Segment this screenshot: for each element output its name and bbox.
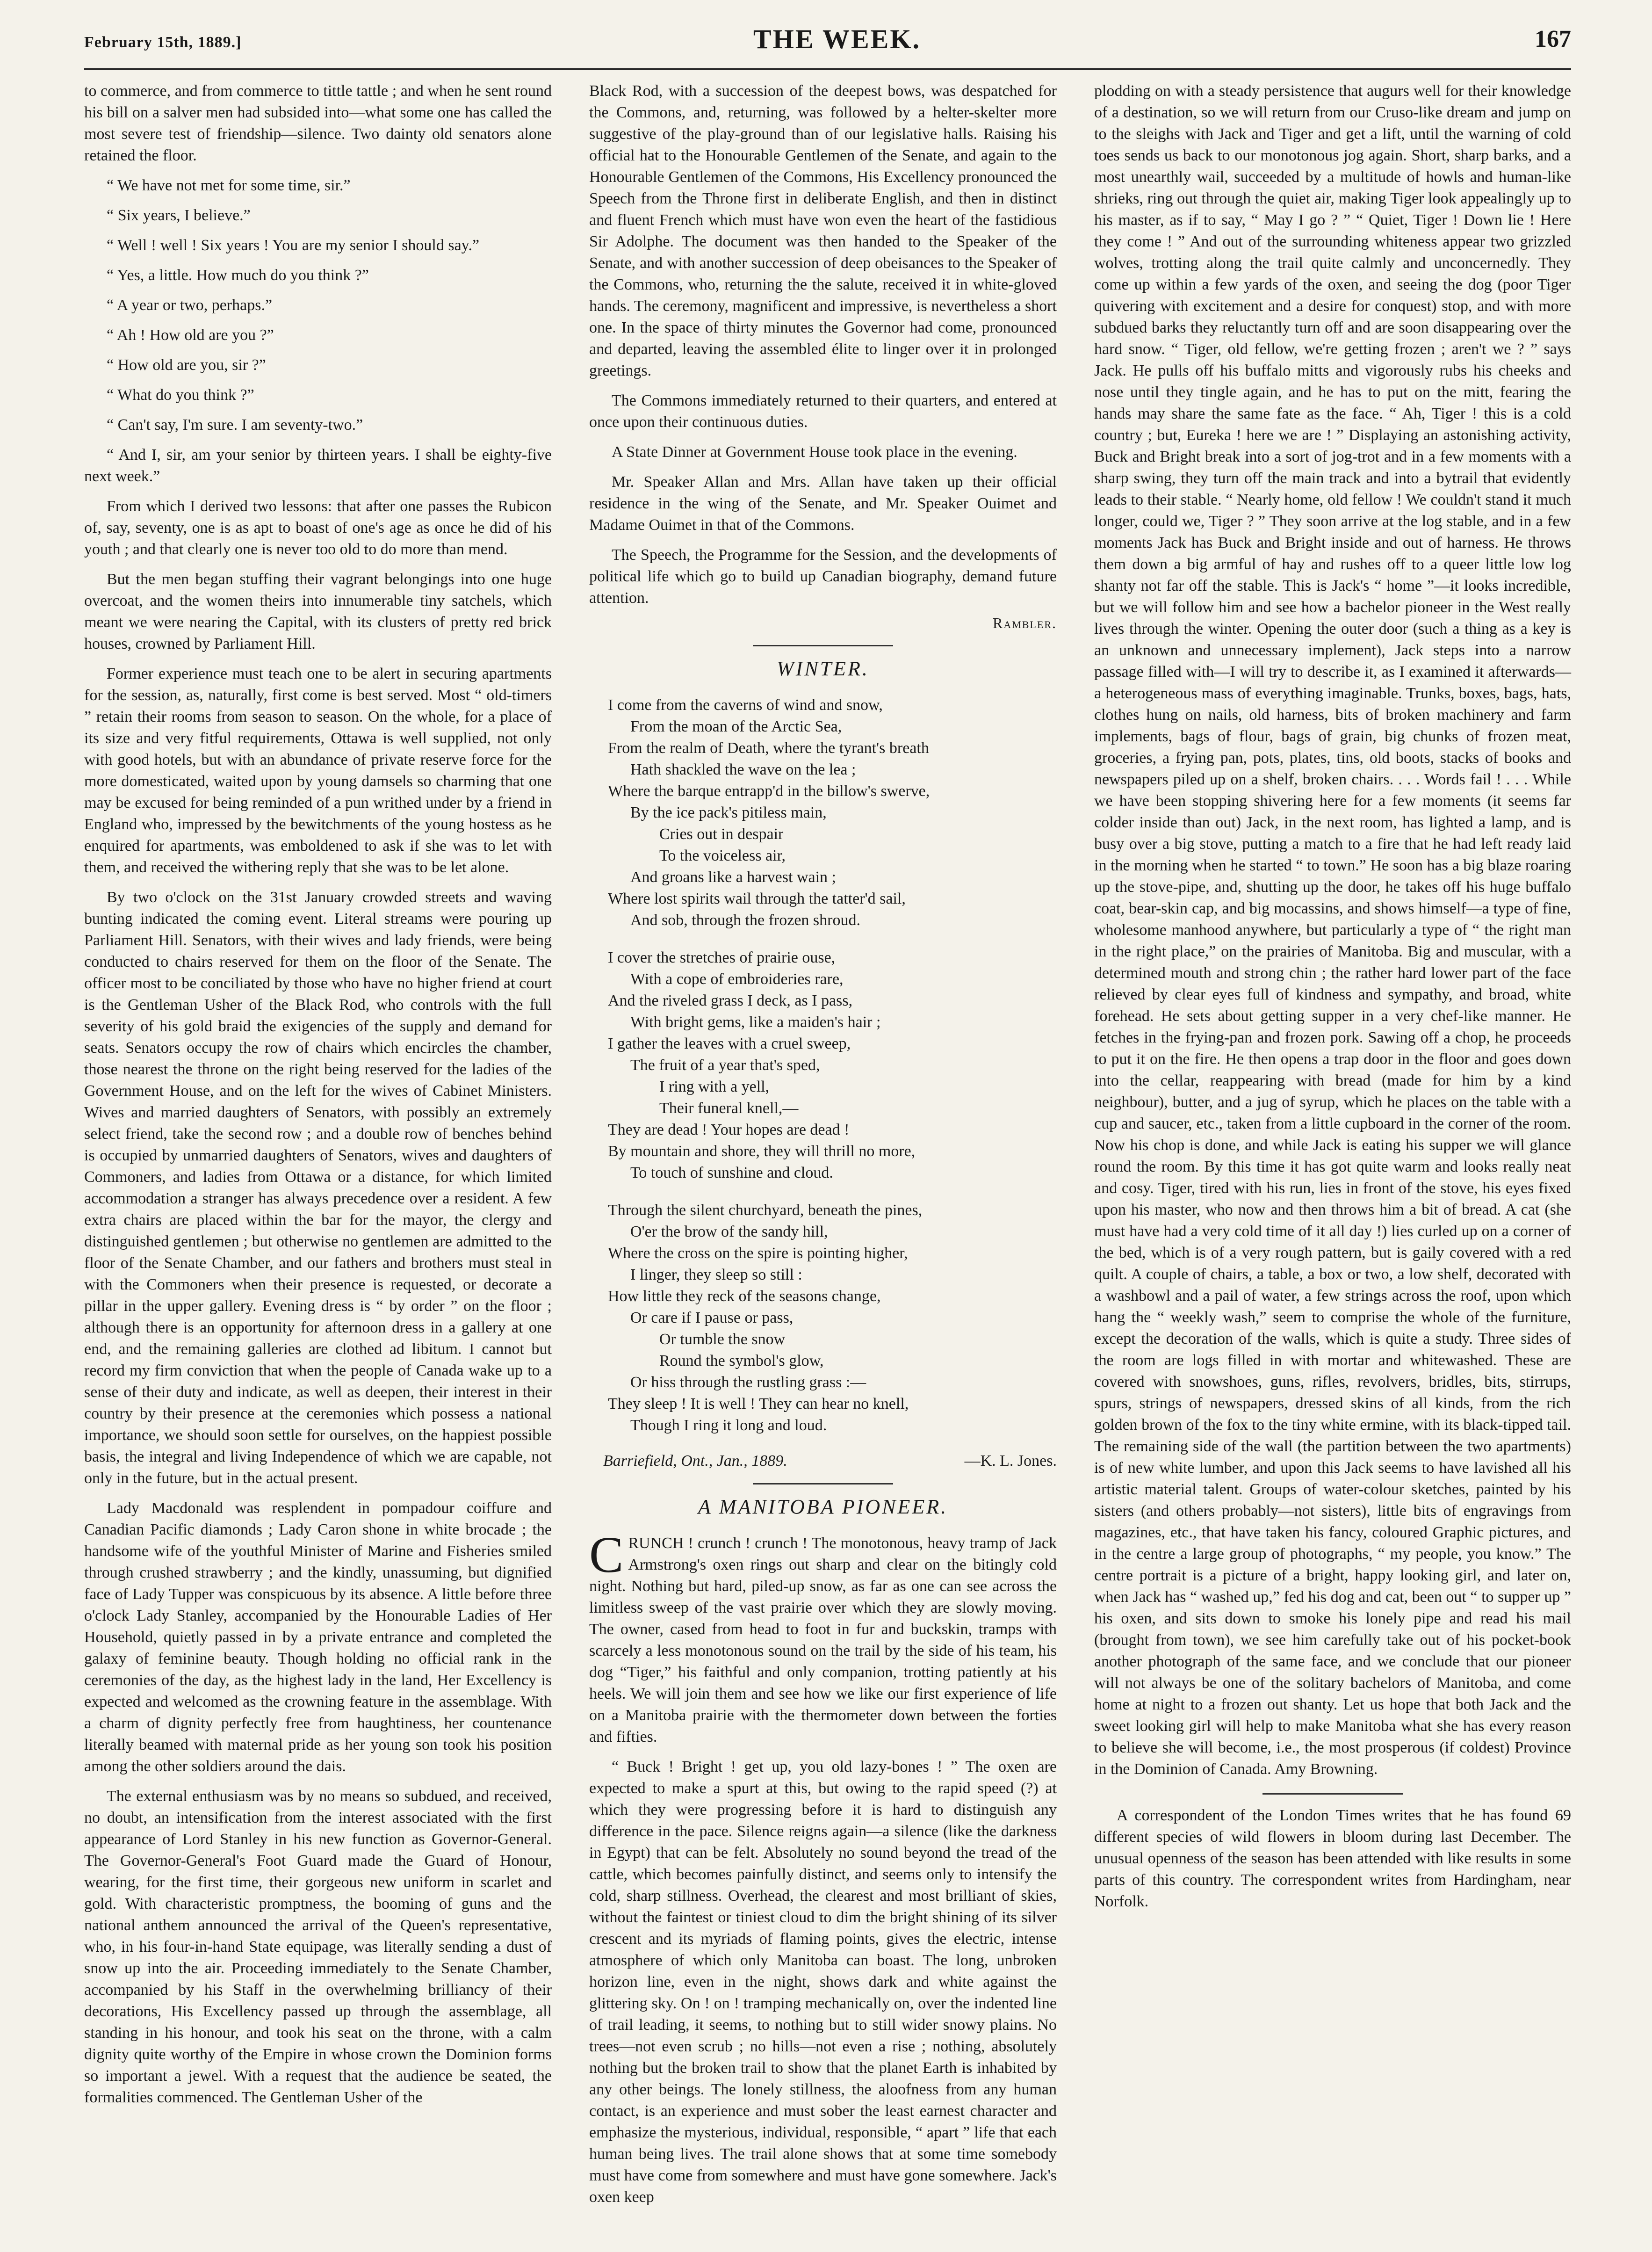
poem-stanza <box>608 947 1057 1184</box>
paragraph: Former experience must teach one to be alert in securing apartments for the session, as, naturally, first come is best served. Most “ old-timers ” retain their rooms from season to season. On the whole, for a place of its size and very fitful requirements, Ottawa is well supplied, not only with good hotels, but with an abundance of private reserve force for the more domesticated, waited upon by young damsels so charming that one may be excused for being reminded of a pun writhed under by a friend in England who, impressed by the bewitchments of the young hostess as he enquired for apartments, was emboldened to ask if she was to let with them, and received the withering reply that she was to be let alone. <box>84 665 552 876</box>
dialogue-line: “ What do you think ?” <box>107 386 254 404</box>
poem-line: Cries out in despair <box>659 825 784 843</box>
drop-cap: C <box>589 1526 624 1583</box>
paragraph: Mr. Speaker Allan and Mrs. Allan have taken up their official residence in the wing of the Senate, and Mr. Speaker Ouimet and Madame Ouimet in that of the Commons. <box>589 473 1057 534</box>
poem-stanza <box>608 1200 1057 1436</box>
poem-line: Or hiss through the rustling grass :— <box>630 1374 866 1391</box>
story-text: RUNCH ! crunch ! crunch ! The monotonous, heavy tramp of Jack Armstrong's oxen rings out sharp and clear on the bitingly cold night. Nothing but hard, piled-up snow, as far as one can see across the limitless sweep of the vast prairie over which they are slowly moving. The owner, cased from head to foot in fur and buckskin, tramps with scarcely a less monotonous sound on the trail by the side of his team, his dog “Tiger,” his faithful and only companion, trotting patiently at his heels. We will join them and see how we like our first experience of life on a Manitoba prairie with the thermometer down between the forties and fifties. <box>589 1535 1057 1745</box>
masthead-title: THE WEEK. <box>753 24 921 54</box>
poem-title: WINTER. <box>777 657 869 680</box>
poem-line: With bright gems, like a maiden's hair ; <box>630 1014 881 1031</box>
section-divider <box>753 645 893 646</box>
dialogue-line: “ And I, sir, am your senior by thirteen years. I shall be eighty-five next week.” <box>84 446 552 485</box>
poem-line: With a cope of embroideries rare, <box>630 970 844 988</box>
poem-line: From the realm of Death, where the tyrant's breath <box>608 739 929 757</box>
paragraph: Black Rod, with a succession of the deepest bows, was despatched for the Commons, and, returning, was followed by a helter-skelter more suggestive of the play-ground than of our legislative halls. Raising his official hat to the Honourable Gentlemen of the Senate, and again to the Honourable Gentlemen of the Commons, His Excellency pronounced the Speech from the Throne first in deliberate English, and then in distinct and fluent French which must have won even the heart of the fastidious Sir Adolphe. The document was then handed to the Speaker of the Senate, and with another succession of deep obeisances to the Speaker of the Commons, who, returning the the salute, received it in white-gloved hands. The ceremony, magnificent and impressive, is nevertheless a short one. In the space of thirty minutes the Governor had come, pronounced and departed, leaving the assembled élite to linger over it in prolonged greetings. <box>589 82 1057 379</box>
poem-line: Or tumble the snow <box>659 1331 786 1348</box>
poem-line: Through the silent churchyard, beneath the pines, <box>608 1202 923 1219</box>
dialogue-line: “ How old are you, sir ?” <box>107 356 266 374</box>
poem-line: The fruit of a year that's sped, <box>630 1057 820 1074</box>
poem-line: I gather the leaves with a cruel sweep, <box>608 1035 851 1052</box>
dialogue-line: “ Well ! well ! Six years ! You are my senior I should say.” <box>107 237 480 254</box>
paragraph: The Commons immediately returned to their quarters, and entered at once upon their continuous duties. <box>589 392 1057 431</box>
poem-stanza <box>608 695 1057 931</box>
dialogue-line: “ Six years, I believe.” <box>107 207 251 224</box>
dialogue-line: “ Can't say, I'm sure. I am seventy-two.” <box>107 416 363 434</box>
poem-line: Where the barque entrapp'd in the billow's swerve, <box>608 782 930 800</box>
article-signature: Rambler. <box>992 615 1057 631</box>
poem-line: And groans like a harvest wain ; <box>630 869 836 886</box>
column-2 <box>589 80 1057 2206</box>
story-paragraph: “ Buck ! Bright ! get up, you old lazy-bones ! ” The oxen are expected to make a spurt at this, but owing to the rapid speed (?) at which they were progressing before it is hard to distinguish any difference in the pace. Silence reigns again—a silence (like the darkness in Egypt) that can be felt. Absolutely no sound beyond the tread of the cattle, which becomes painfully distinct, and seems only to intensify the cold, sharp stillness. Overhead, the clearest and most brilliant of skies, without the faintest or tiniest cloud to dim the bright shining of its silver crescent and its myriads of flaming points, gives the electric, intense atmosphere of which only Manitoba can boast. The long, unbroken horizon line, even in the night, shows dark and white against the glittering sky. On ! on ! tramping mechanically on, over the indented line of trail leading, it seems, to nothing but to still wider snowy plains. No trees—not even scrub ; no hills—not even a rise ; nothing, absolutely nothing but the broken trail to show that the planet Earth is inhabited by any other beings. The lonely stillness, the aloofness from any human contact, is an experience and must sober the least earnest character and emphasize the mysterious, individual, responsible, “ apart ” life that each human being lives. The trail alone shows that at some time somebody must have come from somewhere and must have gone somewhere. Jack's oxen keep <box>589 1758 1057 2206</box>
poem-attribution <box>603 1452 1057 1470</box>
poem-body <box>608 695 1057 1436</box>
story-continuation: plodding on with a steady persistence that augurs well for their knowledge of a destination, so we will return from our Cruso-like dream and jump on to the sleighs with Jack and Tiger and get a lift, until the warning of cold toes sends us back to our monotonous jog again. Short, sharp barks, and a most unearthly wail, succeeded by a multitude of howls and human-like shrieks, ring out through the quiet air, making Tiger look appealingly up to his master, as if to say, “ May I go ? ” “ Quiet, Tiger ! Down lie ! Here they come ! ” And out of the surrounding whiteness appear two grizzled wolves, trotting along the trail quite calmly and unconcernedly. They come up within a few yards of the oxen, and seeing the dog (poor Tiger quivering with excitement and a desire for conquest) stop, and with more subdued barks they reluctantly turn off and are soon disappearing over the hard snow. “ Tiger, old fellow, we're getting frozen ; aren't we ? ” says Jack. He pulls off his buffalo mitts and vigorously rubs his cheeks and nose until they tingle again, and he has to put on the mitt, fearing the hands may share the same fate as the face. “ Ah, Tiger ! this is a cold country ; but, Eureka ! here we are ! ” Displaying an astonishing activity, Buck and Bright break into a sort of jog-trot and in a few moments with a sharp swing, they turn off the main track and into a bytrail that evidently leads to their stable. “ Nearly home, old fellow ! We couldn't stand it much longer, could we, Tiger ? ” They soon arrive at the log stable, and in a few moments Jack has Buck and Bright inside and out of harness. He throws them down a big armful of hay and rushes off to a queer little low log shanty not far off the stable. This is Jack's “ home ”—it looks incredible, but we will follow him and see how a bachelor pioneer in the West really lives through the winter. Opening the outer door (such a thing as a key is an unknown and unnecessary implement), Jack steps into a narrow passage filled with—I will try to describe it, as I examined it afterwards—a heterogeneous mass of everything imaginable. Trunks, boxes, bags, hats, clothes hung on nails, old harness, bits of broken machinery and farm implements, bags of flour, bags of grain, big chunks of frozen meat, groceries, a frying pan, pots, plates, tins, old boots, stacks of books and newspapers piled up on a shelf, broken chairs. . . . Words fail ! . . . While we have been stopping shivering here for a few moments (it seems far colder inside than out) Jack, in the next room, has lighted a lamp, and is busy over a big stove, putting a match to a fire that he had left ready laid in the morning when he started “ to town.” He soon has a big blaze roaring up the stove-pipe, and, shutting up the door, he takes off his huge buffalo coat, bear-skin cap, and big mocassins, and shows himself—a type of fine, wholesome manhood anywhere, but particularly a type of “ the right man in the right place,” on the prairies of Manitoba. Big and muscular, with a determined mouth and strong chin ; the rather hard lower part of the face relieved by clear eyes full of kindness and sympathy, and broad, white forehead. He sets about getting supper in a very chef-like manner. He fetches in the frying-pan and frozen pork. Sawing off a chop, he proceeds to put it on the fire. He then opens a trap door in the floor and goes down into the cellar, reappearing with bread (made for him by a kind neighbour), butter, and a jug of syrup, which he places on the table with a cup and saucer, etc., taken from a little cupboard in the corner of the room. Now his chop is done, and while Jack is eating his supper we will glance round the room. By this time it has got quite warm and looks really neat and cosy. Tiger, tired with his run, lies in front of the stove, his eyes fixed upon his master, who now and then throws him a bit of bread. A cat (she must have had a very cold time of it all day !) lies curled up on a corner of the bed, which is of a very rough pattern, but is gaily covered with a red quilt. A couple of chairs, a table, a box or two, a low shelf, decorated with a washbowl and a pail of water, a few strings across the roof, upon which hang the “ weekly wash,” seem to comprise the whole of the furniture, except the decoration of the walls, which is quite a study. Three sides of the room are logs filled in with mortar and whitewashed. These are covered with snowshoes, guns, rifles, revolvers, bridles, bits, stirrups, spurs, strings of newspapers, dressed skins of all kinds, from the rich golden brown of the fox to the tiny white ermine, with its black-tipped tail. The remaining side of the wall (the partition between the two apartments) is of new white lumber, and upon this Jack seems to have lavished all his artistic material talent. Groups of water-colour sketches, painted by his sisters (and others probably—not sisters), little bits of engravings from magazines, etc., that have taken his fancy, coloured Graphic pictures, and in the centre a large group of photographs, “ my people, you know.” The centre portrait is a picture of a bright, happy looking girl, and later on, when Jack has “ washed up,” fed his dog and cat, been out “ to supper up ” his oxen, and sits down to smoke his lonely pipe and read his mail (brought from town), we see him carefully take out of his pocket-book another photograph of the same face, and we conclude that our pioneer will not always be one of the solitary bachelors of Manitoba, and come home at night to a frozen out shanty. Let us hope that both Jack and the sweet looking girl will help to make Manitoba what she has every reason to believe she will become, i.e., the most prosperous (if coldest) Province in the Dominion of Canada. Amy Browning. <box>1094 82 1571 1778</box>
section-divider <box>753 1483 893 1484</box>
poem-line: By the ice pack's pitiless main, <box>630 804 827 821</box>
section-divider <box>1262 1793 1403 1795</box>
poem-line: By mountain and shore, they will thrill no more, <box>608 1143 916 1160</box>
poem-line: They sleep ! It is well ! They can hear no knell, <box>608 1395 909 1412</box>
poem-line: From the moan of the Arctic Sea, <box>630 718 842 735</box>
poem-line: And the riveled grass I deck, as I pass, <box>608 992 853 1009</box>
paragraph: Lady Macdonald was resplendent in pompadour coiffure and Canadian Pacific diamonds ; Lady Caron shone in white brocade ; the handsome wife of the youthful Minister of Marine and Fisheries smiled through crushed strawberry ; and the kindly, unassuming, but dignified face of Lady Tupper was conspicuous by its absence. A little before three o'clock Lady Stanley, accompanied by the Honourable Ladies of Her Household, quietly passed in by a private entrance and completed the galaxy of feminine beauty. Though holding no official rank in the ceremonies of the day, as the highest lady in the land, Her Excellency is expected and welcomed as the crowning feature in the assemblage. With a charm of dignity perfectly free from haughtiness, her countenance literally beamed with maternal pride as her young son took his position among the other soldiers around the dais. <box>84 1499 552 1775</box>
paragraph: to commerce, and from commerce to tittle tattle ; and when he sent round his bill on a salver men had subsided into—what some one has called the most severe test of friendship—silence. Two dainty old senators alone retained the floor. <box>84 82 552 164</box>
issue-date: February 15th, 1889.] <box>84 34 242 51</box>
news-item: A correspondent of the London Times writes that he has found 69 different species of wild flowers in bloom during last December. The unusual openness of the season has been attended with like results in some parts of this country. The correspondent writes from Hardingham, near Norfolk. <box>1094 1807 1571 1910</box>
poem-line: I ring with a yell, <box>659 1078 770 1095</box>
dialogue-line: “ Ah ! How old are you ?” <box>107 326 274 344</box>
dialogue-line: “ Yes, a little. How much do you think ?” <box>107 267 369 284</box>
paragraph: A State Dinner at Government House took place in the evening. <box>612 443 1017 461</box>
paragraph: The external enthusiasm was by no means so subdued, and received, no doubt, an intensification from the interest associated with the first appearance of Lord Stanley in his new function as Governor-General. The Governor-General's Foot Guard made the Guard of Honour, wearing, for the first time, their gorgeous new uniform in scarlet and gold. With characteristic promptness, the booming of guns and the national anthem announced the arrival of the Queen's representative, who, in his four-in-hand State equipage, was literally sending a dust of snow up into the air. Proceeding immediately to the Senate Chamber, accompanied by his Staff in the overwhelming brilliancy of their decorations, His Excellency passed up through the assemblage, all standing in his honour, and took his seat on the throne, with a calm dignity quite worthy of the Empire in whose crown the Dominion forms so important a jewel. With a request that the audience be seated, the formalities commenced. The Gentleman Usher of the <box>84 1788 552 2106</box>
paragraph: The Speech, the Programme for the Session, and the developments of political life which go to build up Canadian biography, demand future attention. <box>589 546 1057 607</box>
poem-line: How little they reck of the seasons change, <box>608 1288 881 1305</box>
poem-author: —K. L. Jones. <box>964 1452 1057 1470</box>
poem-line: Where the cross on the spire is pointing higher, <box>608 1245 908 1262</box>
poem-line: Though I ring it long and loud. <box>630 1417 827 1434</box>
poem-line: To touch of sunshine and cloud. <box>630 1164 833 1181</box>
poem-line: Hath shackled the wave on the lea ; <box>630 761 856 778</box>
column-1 <box>84 80 552 2158</box>
column-3 <box>1094 80 1571 2158</box>
poem-line: O'er the brow of the sandy hill, <box>630 1223 828 1240</box>
dialogue-line: “ We have not met for some time, sir.” <box>107 177 351 194</box>
poem-line: I linger, they sleep so still : <box>630 1266 802 1283</box>
poem-line: I cover the stretches of prairie ouse, <box>608 949 836 966</box>
poem-line: They are dead ! Your hopes are dead ! <box>608 1121 850 1138</box>
paragraph: By two o'clock on the 31st January crowded streets and waving bunting indicated the coming event. Literal streams were pouring up Parliament Hill. Senators, with their wives and lady friends, were being conducted to chairs reserved for them on the floor of the Senate. The officer most to be conciliated by those who have no higher friend at court is the Gentleman Usher of the Black Rod, who controls with the full severity of his gold braid the exigencies of the supply and demand for seats. Senators occupy the row of chairs which encircles the chamber, those nearest the throne on the right being reserved for the ladies of the Government House, and on the left for the wives of Cabinet Ministers. Wives and married daughters of Senators, with possibly an extremely select friend, take the second row ; and a double row of benches behind is occupied by unmarried daughters of Senators, wives and daughters of Commoners, and ladies from Ottawa or a distance, for which limited accommodation a stranger has always precedence over a resident. A few extra chairs are placed within the bar for the mayor, the clergy and distinguished gentlemen ; but otherwise no gentlemen are admitted to the floor of the Senate Chamber, and our fathers and brothers must steal in with the Commoners when their presence is requested, or decorate a pillar in the upper gallery. Evening dress is “ by order ” on the floor ; although there is an opportunity for afternoon dress in a gallery at one end, and the remaining galleries are clothed ad libitum. I cannot but record my firm conviction that when the people of Canada wake up to a sense of their duty and indicate, as well as deepen, their interest in their country by their presence at the ceremonies which possess a national importance, we should soon settle for ourselves, on the happiest possible basis, the integral and living Independence of which we are capable, not only in the future, but in the actual present. <box>84 889 552 1487</box>
page-number: 167 <box>1535 26 1571 52</box>
poem-line: Their funeral knell,— <box>659 1100 799 1117</box>
story-title: A MANITOBA PIONEER. <box>698 1495 948 1518</box>
header-rule <box>84 68 1571 70</box>
poem-line: And sob, through the frozen shroud. <box>630 912 860 929</box>
paragraph: From which I derived two lessons: that after one passes the Rubicon of, say, seventy, one is as apt to boast of one's age as once he did of his youth ; and that clearly one is never too old to do more than mend. <box>84 498 552 558</box>
poem-line: Or care if I pause or pass, <box>630 1309 794 1326</box>
poem-line: To the voiceless air, <box>659 847 786 864</box>
dialogue-line: “ A year or two, perhaps.” <box>107 297 273 314</box>
page-header <box>84 23 1571 65</box>
poem-line: Round the symbol's glow, <box>659 1352 824 1369</box>
paragraph: But the men began stuffing their vagrant belongings into one huge overcoat, and the women theirs into innumerable tiny satchels, which meant we were nearing the Capital, with its clusters of pretty red brick houses, crowned by Parliament Hill. <box>84 571 552 652</box>
poem-line: I come from the caverns of wind and snow, <box>608 696 883 714</box>
story-paragraph <box>589 1526 1057 1748</box>
poem-line: Where lost spirits wail through the tatter'd sail, <box>608 890 906 907</box>
poem-place: Barriefield, Ont., Jan., 1889. <box>603 1452 787 1470</box>
